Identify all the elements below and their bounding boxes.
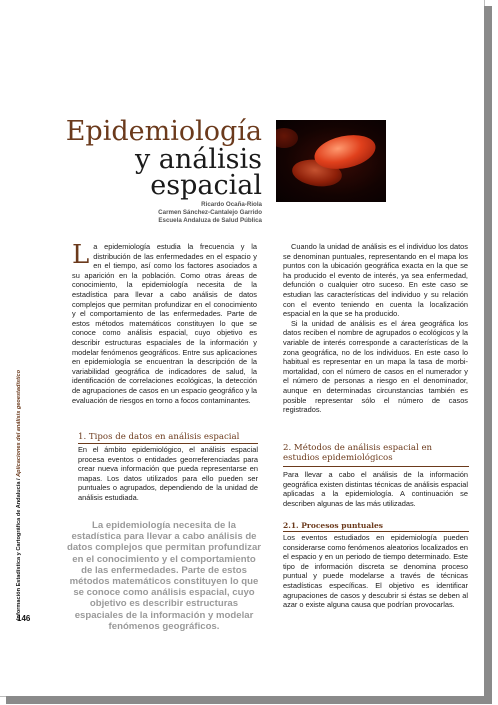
right-column bbox=[283, 242, 468, 415]
article-title-line-2: y análisis bbox=[134, 144, 262, 175]
pull-quote: La epidemiología necesita de la estadística para llevar a cabo análisis de datos complejos que permitan profundizar en el conocimiento y el comportamiento de las enfermedades. Parte de estos métodos matemáticos constituyen lo que se conoce como análisis espacial, cuyo objetivo es describir estructuras espaciales de la información y modelar fenómenos geográficos. bbox=[66, 520, 262, 632]
section-2-heading: 2. Métodos de análisis espacial en estudios epidemiológicos bbox=[283, 443, 433, 463]
running-head-accent: Aplicaciones del análisis geoestadístico bbox=[16, 369, 22, 477]
section-divider bbox=[283, 531, 469, 532]
blood-cells-photo bbox=[276, 120, 386, 202]
section-divider bbox=[78, 443, 258, 444]
page-shadow-bottom bbox=[6, 696, 492, 704]
section-1-body bbox=[78, 445, 258, 503]
author-name: Ricardo Ocaña-Riola bbox=[201, 201, 262, 208]
intro-column bbox=[72, 242, 257, 405]
subsection-2-1-heading: 2.1. Procesos puntuales bbox=[283, 521, 384, 530]
section-divider bbox=[283, 466, 469, 467]
body-paragraph: En el ámbito epidemiológico, el análisis espacial procesa eventos o entidades georreferenciadas para crear nueva información que pueda representarse en mapas. Los datos utilizados para ello pueden ser puntuales o agrupados, dependiendo de la unidad de análisis estudiada. bbox=[78, 445, 258, 502]
subsection-2-1-body bbox=[283, 533, 468, 610]
intro-paragraph bbox=[72, 242, 257, 405]
author-name: Carmen Sánchez-Cantalejo Garrido bbox=[158, 209, 262, 216]
drop-cap: L bbox=[72, 240, 90, 270]
running-head-text: Información Estadística y Cartográfica de Andalucía / bbox=[16, 476, 22, 620]
body-paragraph: Si la unidad de análisis es el área geográfica los datos reciben el nombre de agrupados o ecológicos y la variable de interés corresponde a características de la zona geográfica, no de los individuos. En este caso lo habitual es representar en un mapa la tasa de morbi-mortalidad, con el número de casos en el numerador y el número de personas a riesgo en el denominador, aunque en determinadas circunstancias también es posible representar sólo el número de casos registrados. bbox=[283, 318, 468, 415]
page-shadow-right bbox=[484, 6, 492, 702]
red-blood-cell-shape bbox=[276, 128, 298, 148]
article-title-line-1: Epidemiología bbox=[65, 116, 262, 147]
intro-text: a epidemiología estudia la frecuencia y la distribución de las enfermedades en el espacio y en el tiempo, así como los factores asociados a su aparición en la población. Como otras áreas de conocimiento, la epidemiología necesita de la estadística para llevar a cabo análisis de datos complejos que permitan profundizar en el conocimiento y el comportamiento de las enfermedades. Parte de estos métodos matemáticos constituyen lo que se conoce como análisis espacial, cuyo objetivo es describir estructuras espaciales de la información y modelar fenómenos geográficos. Entre sus aplicaciones en epidemiología se encuentran la descripción de la variabilidad geográfica de indicadores de salud, la identificación de correlaciones ecológicas, la detección de agrupaciones de casos en un espacio geográfico y la evaluación de riesgos en torno a focos contaminantes. bbox=[72, 242, 257, 405]
section-2-body bbox=[283, 470, 468, 508]
article-title-line-3: espacial bbox=[150, 170, 262, 201]
author-affiliation: Escuela Andaluza de Salud Pública bbox=[158, 217, 262, 224]
body-paragraph: Los eventos estudiados en epidemiología pueden considerarse como fenómenos aleatorios localizados en el espacio y en un periodo de tiempo determinado. Este tipo de información discreta se denomina proceso puntual y puede modelarse a través de técnicas estadísticas específicas. El objetivo es identificar agrupaciones de casos y descubrir si éstas se deben al azar o existe alguna causa que podrían provocarlas. bbox=[283, 533, 468, 610]
section-1-heading: 1. Tipos de datos en análisis espacial bbox=[78, 432, 240, 442]
body-paragraph: Cuando la unidad de análisis es el individuo los datos se denominan puntuales, representando en el mapa los puntos con la ubicación geográfica exacta en la que se ha producido el evento de interés, ya sea enfermedad, defunción o cualquier otro suceso. En este caso se estudian las características del individuo y su relación con el evento teniendo en cuenta la localización espacial en la que se ha producido. bbox=[283, 242, 468, 319]
running-head bbox=[16, 370, 23, 620]
page-number: 146 bbox=[17, 614, 31, 623]
body-paragraph: Para llevar a cabo el análisis de la información geográfica existen distintas técnicas de análisis espacial aplicadas a la epidemiología. A continuación se describen algunas de las más utilizadas. bbox=[283, 470, 468, 508]
